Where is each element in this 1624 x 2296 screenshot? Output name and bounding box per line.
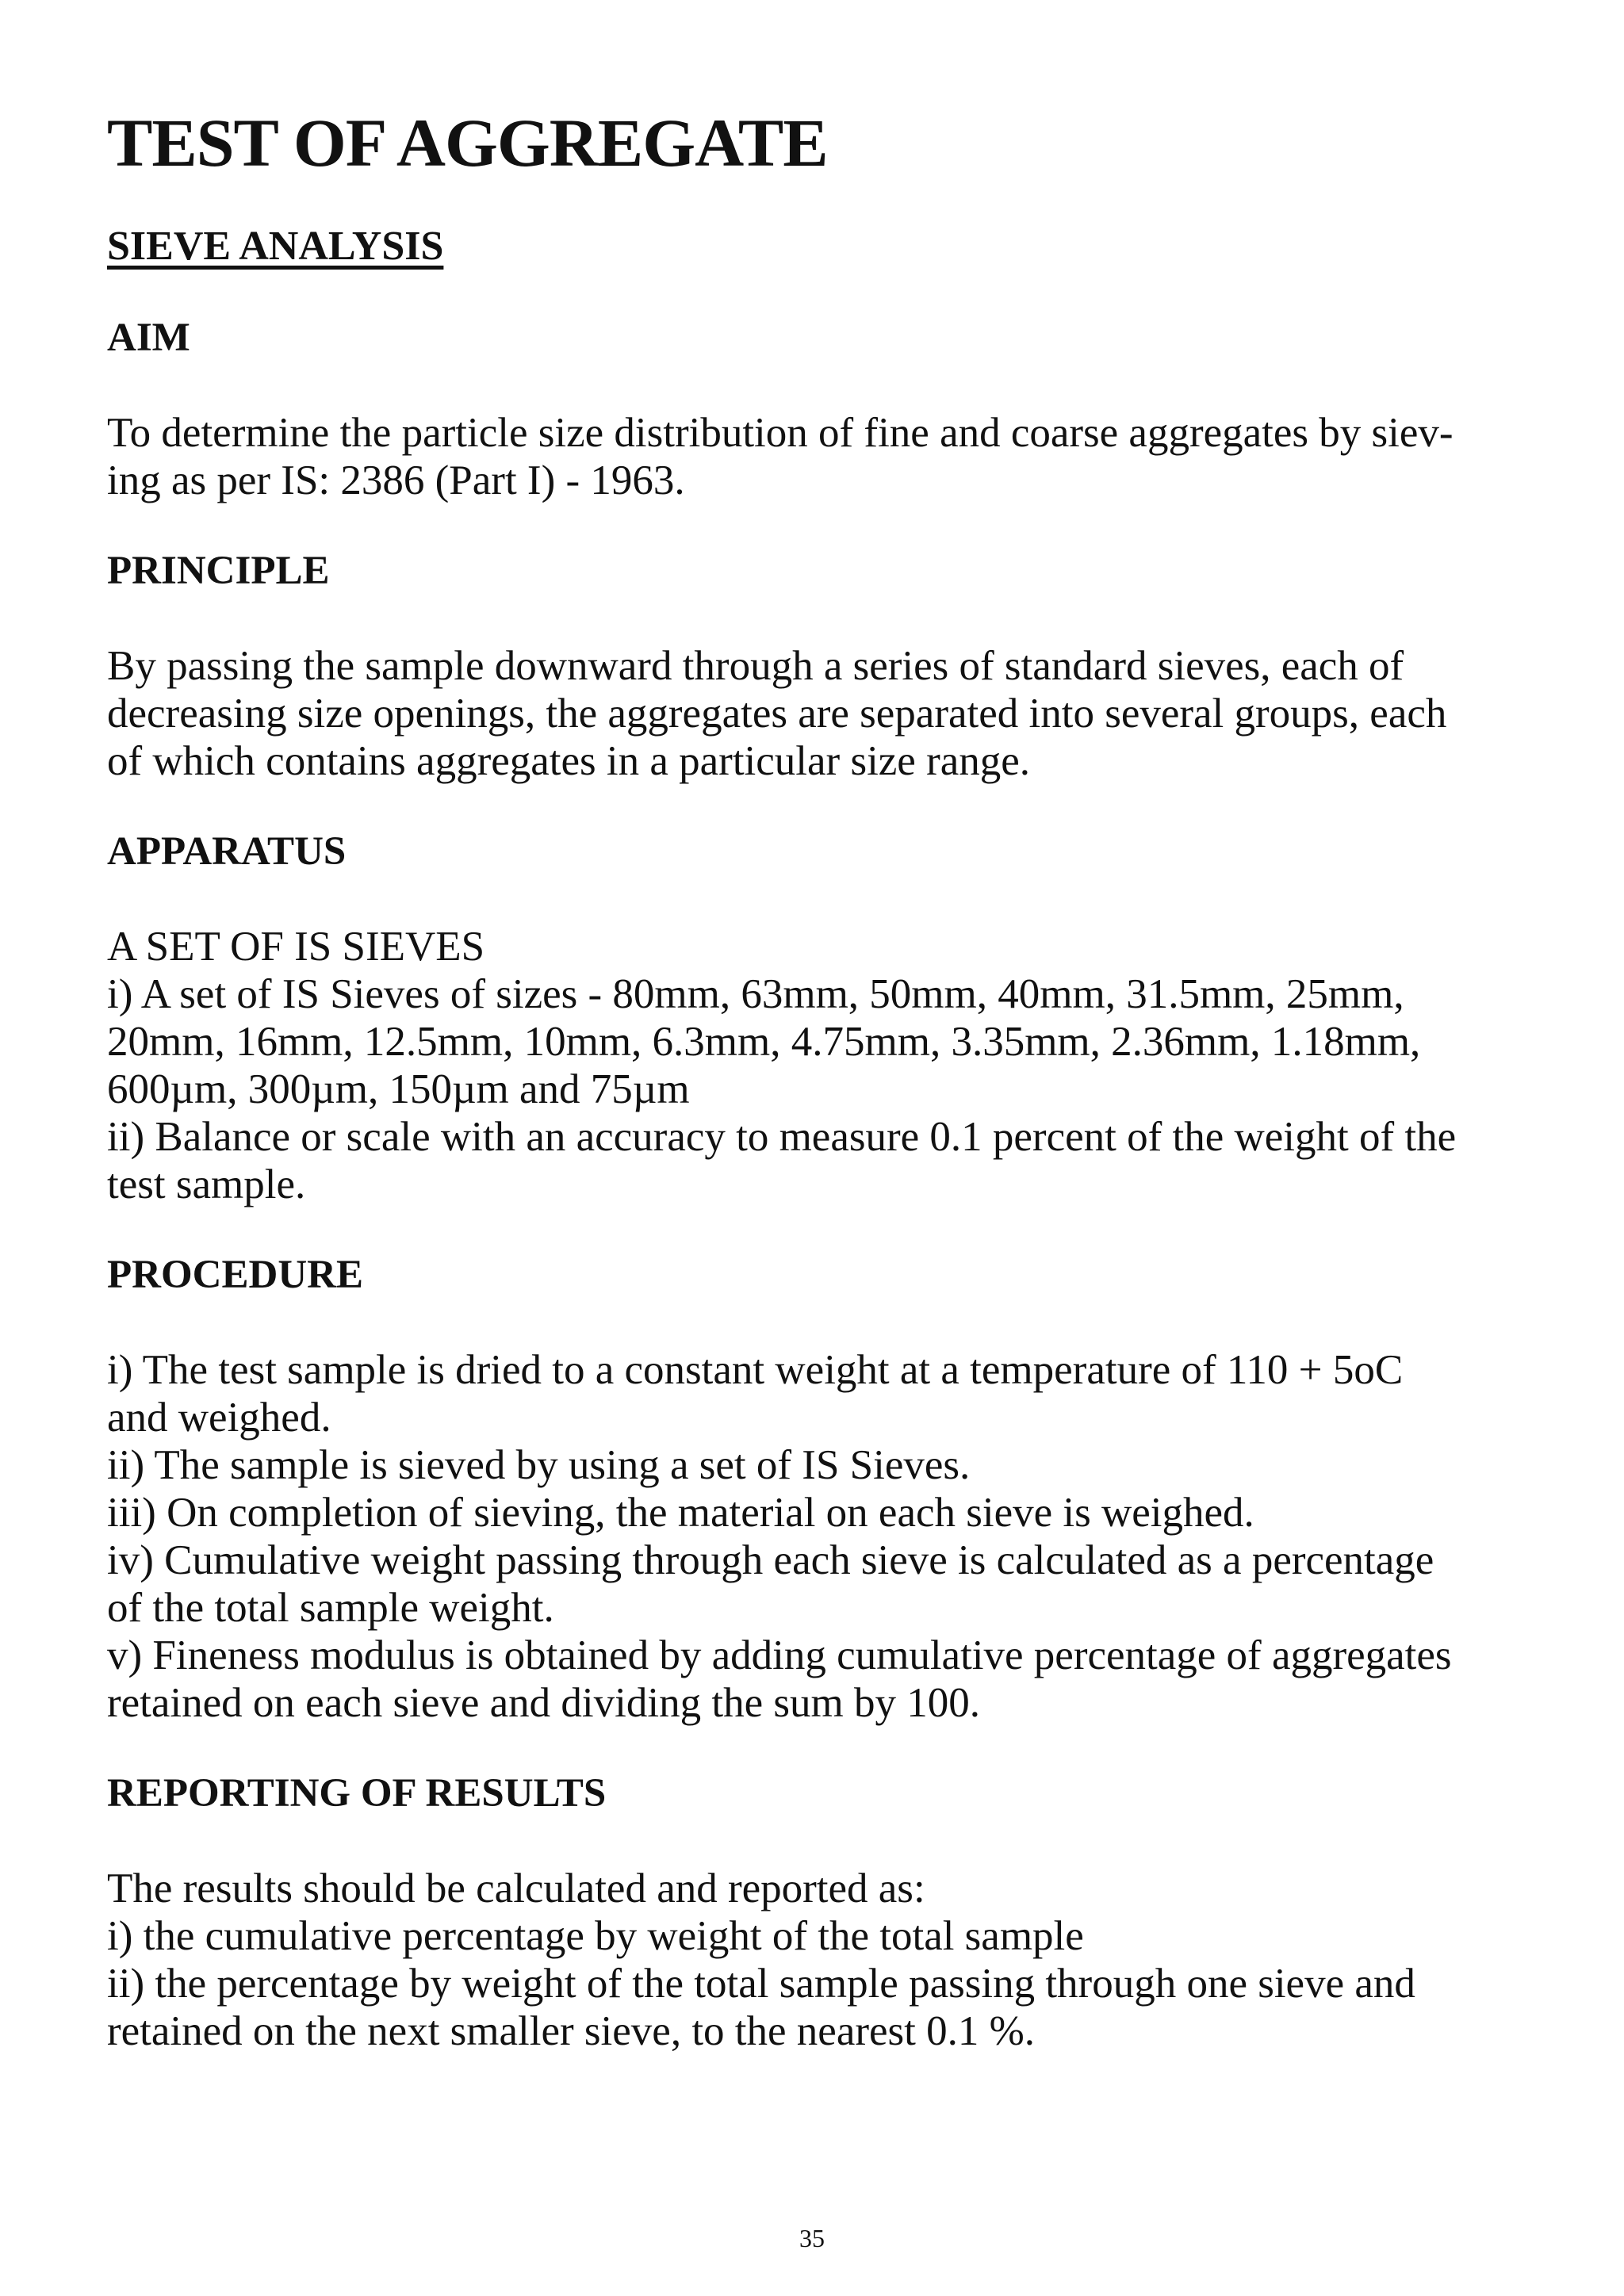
apparatus-line: test sample. — [107, 1161, 306, 1207]
procedure-line: retained on each sieve and dividing the sum by 100. — [107, 1680, 980, 1726]
page-number: 35 — [799, 2224, 825, 2252]
procedure-line: i) The test sample is dried to a constant weight at a temperature of 110 + 5oC — [107, 1347, 1404, 1393]
procedure-line: iv) Cumulative weight passing through each sieve is calculated as a percentage — [107, 1537, 1434, 1583]
principle-line: By passing the sample downward through a series of standard sieves, each of — [107, 643, 1404, 689]
reporting-line: retained on the next smaller sieve, to the nearest 0.1 %. — [107, 2008, 1036, 2054]
reporting-line: The results should be calculated and reported as: — [107, 1866, 925, 1911]
procedure-paragraph — [107, 1346, 1534, 1727]
apparatus-line: 600µm, 300µm, 150µm and 75µm — [107, 1066, 690, 1112]
document-page — [107, 103, 1534, 2055]
principle-line: decreasing size openings, the aggregates are separated into several groups, each — [107, 691, 1447, 737]
procedure-line: and weighed. — [107, 1395, 331, 1441]
apparatus-paragraph — [107, 923, 1534, 1208]
reporting-line: ii) the percentage by weight of the total sample passing through one sieve and — [107, 1961, 1415, 2007]
section-title: SIEVE ANALYSIS — [107, 224, 444, 269]
principle-paragraph — [107, 642, 1534, 785]
apparatus-line: i) A set of IS Sieves of sizes - 80mm, 63mm, 50mm, 40mm, 31.5mm, 25mm, — [107, 971, 1404, 1017]
aim-heading: AIM — [107, 316, 190, 360]
reporting-paragraph — [107, 1865, 1534, 2055]
aim-line: To determine the particle size distribution of fine and coarse aggregates by siev- — [107, 410, 1454, 456]
procedure-heading: PROCEDURE — [107, 1253, 364, 1297]
principle-line: of which contains aggregates in a particular size range. — [107, 738, 1031, 784]
principle-heading: PRINCIPLE — [107, 549, 330, 593]
apparatus-line: ii) Balance or scale with an accuracy to measure 0.1 percent of the weight of the — [107, 1114, 1457, 1160]
apparatus-heading: APPARATUS — [107, 829, 347, 874]
reporting-heading: REPORTING OF RESULTS — [107, 1771, 607, 1816]
apparatus-line: 20mm, 16mm, 12.5mm, 10mm, 6.3mm, 4.75mm, 3.35mm, 2.36mm, 1.18mm, — [107, 1019, 1421, 1065]
procedure-line: ii) The sample is sieved by using a set of IS Sieves. — [107, 1442, 971, 1488]
procedure-line: iii) On completion of sieving, the material on each sieve is weighed. — [107, 1490, 1254, 1536]
procedure-line: v) Fineness modulus is obtained by adding cumulative percentage of aggregates — [107, 1632, 1452, 1678]
aim-paragraph — [107, 409, 1534, 504]
apparatus-line: A SET OF IS SIEVES — [107, 924, 485, 970]
procedure-line: of the total sample weight. — [107, 1585, 554, 1631]
page-title: TEST OF AGGREGATE — [107, 105, 828, 181]
aim-line: ing as per IS: 2386 (Part I) - 1963. — [107, 457, 685, 503]
reporting-line: i) the cumulative percentage by weight of the total sample — [107, 1913, 1084, 1959]
